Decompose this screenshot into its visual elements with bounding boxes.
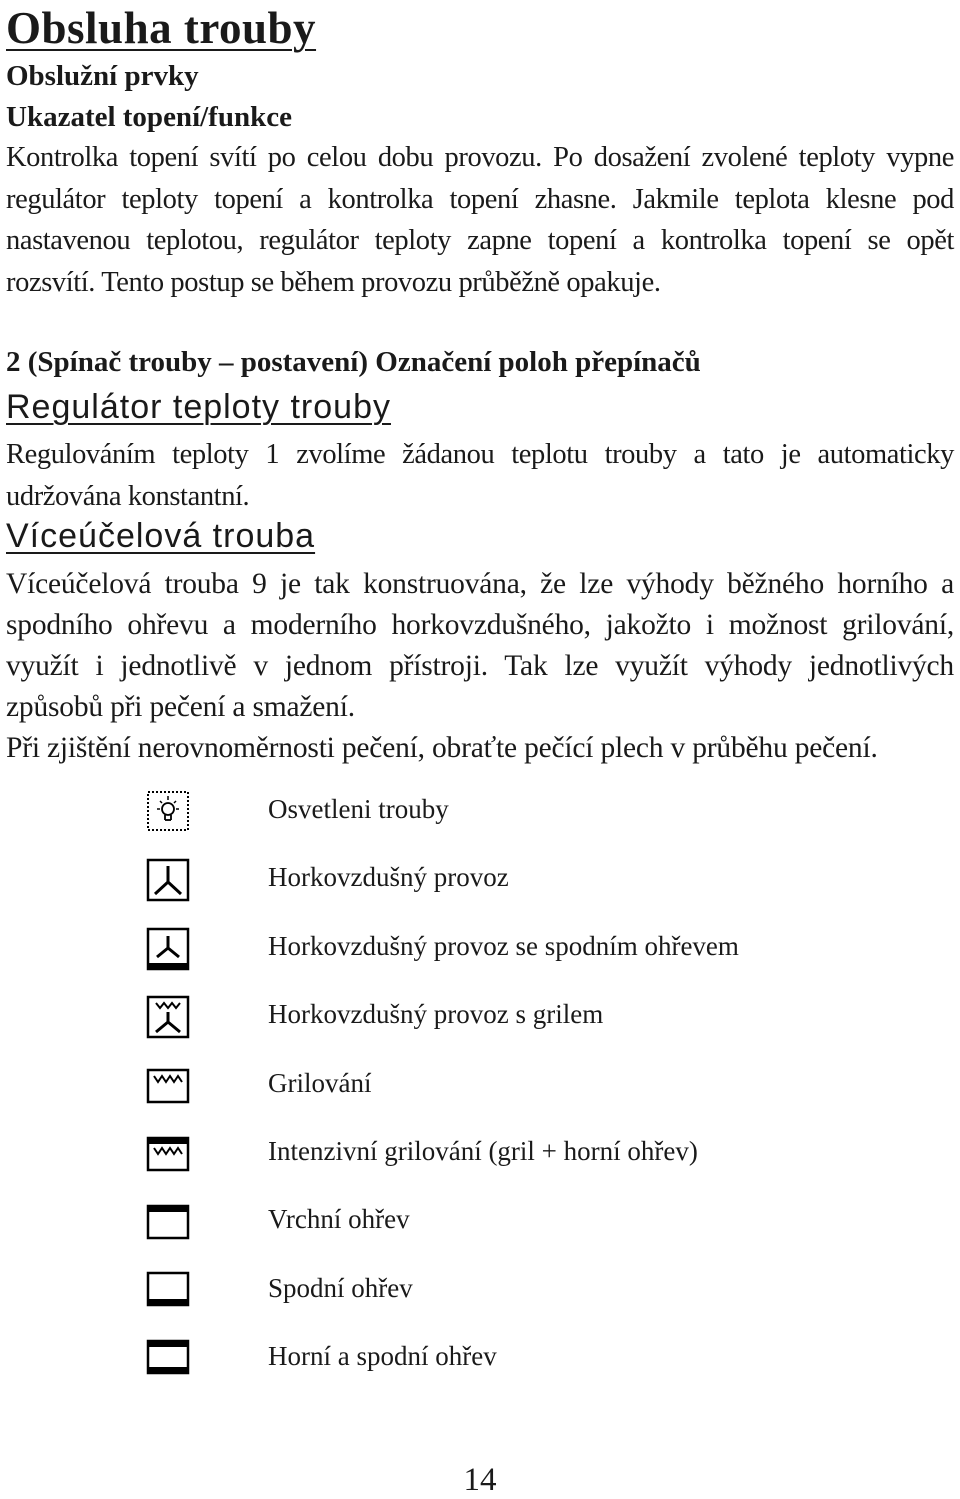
switch-positions-heading: 2 (Spínač trouby – postavení) Označení poloh přepínačů	[6, 346, 701, 378]
legend-label: Vrchní ohřev	[268, 1204, 410, 1234]
page-number: 14	[463, 1462, 497, 1498]
legend-label: Spodní ohřev	[268, 1273, 413, 1303]
section-heading-controls: Obslužní prvky	[6, 60, 199, 92]
legend-row	[0, 927, 900, 977]
legend-row	[0, 995, 900, 1045]
legend-label: Horkovzdušný provoz se spodním ohřevem	[268, 931, 739, 961]
uneven-baking-paragraph: Při zjištění nerovnoměrnosti pečení, obraťte pečící plech v průběhu pečení.	[6, 732, 878, 764]
thermostat-paragraph: Regulováním teploty 1 zvolíme žádanou teplotu trouby a tato je automaticky udržována konstantní.	[6, 439, 954, 512]
page-title: Obsluha trouby	[6, 3, 317, 53]
intensive-grill-icon	[146, 1132, 190, 1176]
legend-label: Osvetleni trouby	[268, 794, 449, 824]
legend-row	[0, 790, 900, 840]
legend-label: Horní a spodní ohřev	[268, 1341, 497, 1371]
section-heading-thermostat: Regulátor teploty trouby	[6, 388, 391, 426]
legend-row	[0, 1200, 900, 1250]
fan-icon	[146, 858, 190, 902]
fan-bottom-heat-icon	[146, 927, 190, 971]
legend-label: Horkovzdušný provoz s grilem	[268, 999, 604, 1029]
bottom-heat-icon	[146, 1269, 190, 1313]
legend-row	[0, 1064, 900, 1114]
subheading-indicator: Ukazatel topení/funkce	[6, 101, 292, 133]
fan-grill-icon	[146, 995, 190, 1039]
legend-label: Grilování	[268, 1068, 372, 1098]
indicator-paragraph: Kontrolka topení svítí po celou dobu provozu. Po dosažení zvolené teploty vypne regulátor teploty topení a kontrolka topení zhasne. Jakmile teplota klesne pod nastavenou teplotou, regulátor teploty zapne topení a kontrolka topení se opět rozsvítí. Tento postup se během provozu průběžně opakuje.	[6, 142, 954, 298]
top-heat-icon	[146, 1200, 190, 1244]
top-bottom-heat-icon	[146, 1337, 190, 1381]
multifunction-paragraph: Víceúčelová trouba 9 je tak konstruována, že lze výhody běžného horního a spodního ohřevu a moderního horkovzdušného, jakožto i možnost grilování, využít i jednotlivě v jednom přístroji. Tak lze využít výhody jednotlivých způsobů při pečení a smažení.	[6, 568, 954, 723]
section-heading-multifunction-oven: Víceúčelová trouba	[6, 517, 316, 555]
legend-label: Horkovzdušný provoz	[268, 862, 509, 892]
oven-light-icon	[146, 790, 190, 834]
grill-icon	[146, 1064, 190, 1108]
legend-row	[0, 858, 900, 908]
legend-label: Intenzivní grilování (gril + horní ohřev)	[268, 1136, 698, 1166]
legend-row	[0, 1337, 900, 1387]
legend-row	[0, 1269, 900, 1319]
legend-row	[0, 1132, 900, 1182]
